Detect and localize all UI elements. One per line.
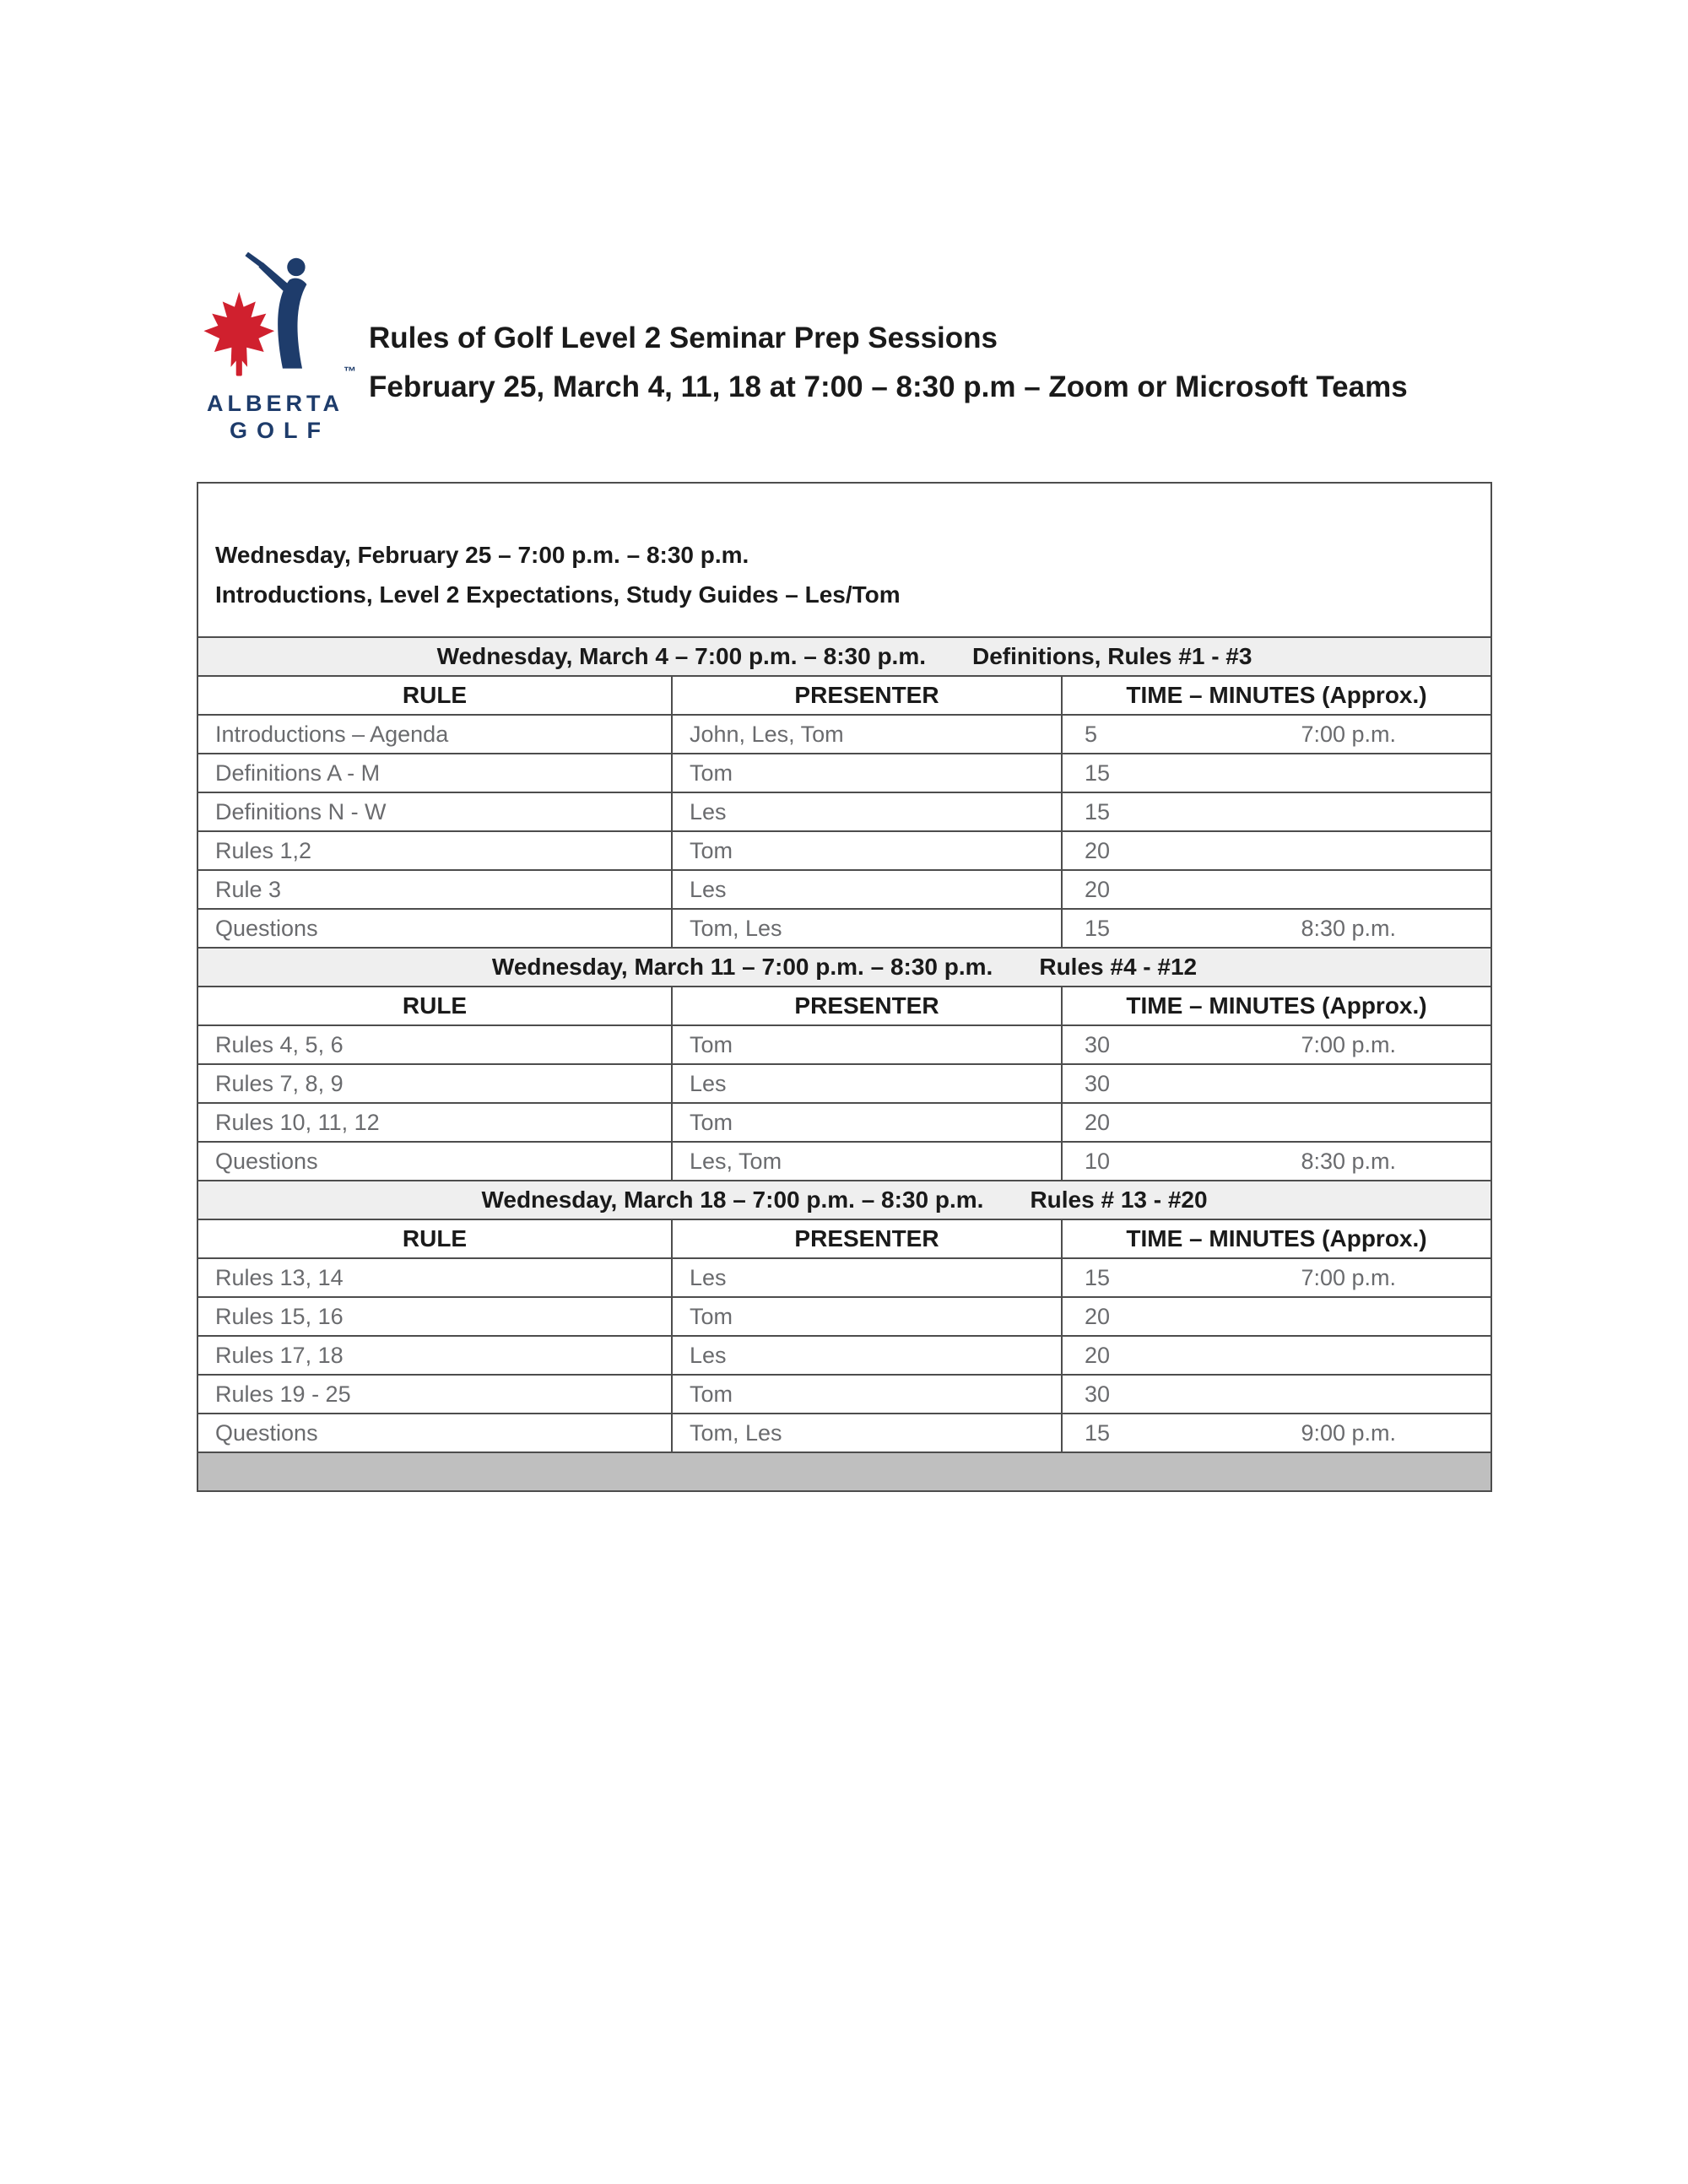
table-row (197, 1336, 1491, 1375)
logo-text-alberta: ALBERTA (207, 391, 344, 416)
column-header-row (197, 1219, 1491, 1258)
presenter-cell: Les (672, 870, 1062, 909)
time-value: 8:30 p.m. (1301, 1148, 1397, 1174)
minutes-value: 20 (1085, 876, 1111, 902)
presenter-cell: Les, Tom (672, 1142, 1062, 1181)
presenter-cell: Les (672, 1336, 1062, 1375)
session-header-row (197, 1181, 1491, 1219)
rule-cell: Rules 13, 14 (197, 1258, 672, 1297)
presenter-cell: Tom (672, 1025, 1062, 1064)
trademark-symbol: ™ (344, 365, 356, 379)
table-row (197, 1258, 1491, 1297)
rule-cell: Definitions N - W (197, 792, 672, 831)
column-header-time: TIME – MINUTES (Approx.) (1062, 987, 1491, 1025)
rule-cell: Questions (197, 1414, 672, 1452)
table-footer-bar (197, 1452, 1491, 1491)
minutes-value: 15 (1085, 798, 1111, 824)
table-row (197, 1414, 1491, 1452)
time-cell (1062, 1375, 1491, 1414)
rule-cell: Questions (197, 909, 672, 948)
time-cell (1062, 1297, 1491, 1336)
column-header-time: TIME – MINUTES (Approx.) (1062, 1219, 1491, 1258)
column-header-presenter: PRESENTER (672, 987, 1062, 1025)
time-cell (1062, 1064, 1491, 1103)
alberta-golf-logo (192, 250, 358, 444)
table-row (197, 1103, 1491, 1142)
session-topic: Definitions, Rules #1 - #3 (972, 643, 1252, 669)
minutes-value: 20 (1085, 837, 1111, 863)
table-row (197, 754, 1491, 792)
rule-cell: Rules 10, 11, 12 (197, 1103, 672, 1142)
time-cell (1062, 1025, 1491, 1064)
session-topic: Rules # 13 - #20 (1030, 1187, 1208, 1213)
table-row (197, 1025, 1491, 1064)
time-cell (1062, 909, 1491, 948)
table-row (197, 1064, 1491, 1103)
table-row (197, 909, 1491, 948)
session-topic: Rules #4 - #12 (1039, 954, 1198, 980)
table-row (197, 792, 1491, 831)
rule-cell: Questions (197, 1142, 672, 1181)
table-row (197, 1375, 1491, 1414)
minutes-value: 15 (1085, 760, 1111, 786)
rule-cell: Rules 19 - 25 (197, 1375, 672, 1414)
presenter-cell: Tom, Les (672, 1414, 1062, 1452)
table-footer-row (197, 1452, 1491, 1491)
minutes-value: 15 (1085, 1264, 1111, 1290)
presenter-cell: John, Les, Tom (672, 715, 1062, 754)
session-header (197, 948, 1491, 987)
intro-block (197, 483, 1491, 637)
time-cell (1062, 1103, 1491, 1142)
minutes-value: 20 (1085, 1109, 1111, 1135)
session-header (197, 637, 1491, 676)
session-header-row (197, 637, 1491, 676)
presenter-cell: Les (672, 1258, 1062, 1297)
presenter-cell: Tom (672, 754, 1062, 792)
minutes-value: 15 (1085, 1419, 1111, 1446)
document-header (369, 314, 1408, 412)
minutes-value: 20 (1085, 1342, 1111, 1368)
minutes-value: 5 (1085, 721, 1098, 747)
session-date: Wednesday, March 4 – 7:00 p.m. – 8:30 p.m. (436, 643, 927, 669)
rule-cell: Rules 4, 5, 6 (197, 1025, 672, 1064)
intro-block-row (197, 483, 1491, 637)
document-subtitle: February 25, March 4, 11, 18 at 7:00 – 8:30 p.m – Zoom or Microsoft Teams (369, 370, 1408, 403)
golfer-icon (245, 252, 306, 369)
minutes-value: 15 (1085, 915, 1111, 941)
time-cell (1062, 831, 1491, 870)
time-value: 8:30 p.m. (1301, 915, 1397, 941)
table-row (197, 715, 1491, 754)
time-cell (1062, 1142, 1491, 1181)
time-cell (1062, 715, 1491, 754)
table-row (197, 831, 1491, 870)
time-cell (1062, 792, 1491, 831)
rule-cell: Rules 7, 8, 9 (197, 1064, 672, 1103)
presenter-cell: Tom, Les (672, 909, 1062, 948)
table-row (197, 1142, 1491, 1181)
column-header-time: TIME – MINUTES (Approx.) (1062, 676, 1491, 715)
presenter-cell: Tom (672, 1375, 1062, 1414)
time-cell (1062, 870, 1491, 909)
minutes-value: 20 (1085, 1303, 1111, 1329)
minutes-value: 30 (1085, 1381, 1111, 1407)
time-cell (1062, 1336, 1491, 1375)
rule-cell: Definitions A - M (197, 754, 672, 792)
session-header-row (197, 948, 1491, 987)
presenter-cell: Tom (672, 1103, 1062, 1142)
minutes-value: 30 (1085, 1031, 1111, 1057)
time-cell (1062, 754, 1491, 792)
logo-text-golf: GOLF (230, 418, 330, 443)
session-header (197, 1181, 1491, 1219)
column-header-presenter: PRESENTER (672, 676, 1062, 715)
time-value: 9:00 p.m. (1301, 1419, 1397, 1446)
table-row (197, 870, 1491, 909)
column-header-presenter: PRESENTER (672, 1219, 1062, 1258)
seminar-schedule-table (197, 482, 1492, 1492)
session-date: Wednesday, March 18 – 7:00 p.m. – 8:30 p.m. (481, 1187, 984, 1213)
presenter-cell: Tom (672, 1297, 1062, 1336)
minutes-value: 10 (1085, 1148, 1111, 1174)
time-cell (1062, 1258, 1491, 1297)
time-cell (1062, 1414, 1491, 1452)
presenter-cell: Tom (672, 831, 1062, 870)
presenter-cell: Les (672, 1064, 1062, 1103)
document-title: Rules of Golf Level 2 Seminar Prep Sessions (369, 322, 998, 354)
time-value: 7:00 p.m. (1301, 1031, 1397, 1057)
rule-cell: Rules 15, 16 (197, 1297, 672, 1336)
column-header-rule: RULE (197, 676, 672, 715)
alberta-golf-logo-icon (200, 250, 350, 387)
column-header-rule: RULE (197, 987, 672, 1025)
time-value: 7:00 p.m. (1301, 1264, 1397, 1290)
rule-cell: Rule 3 (197, 870, 672, 909)
time-value: 7:00 p.m. (1301, 721, 1397, 747)
column-header-rule: RULE (197, 1219, 672, 1258)
minutes-value: 30 (1085, 1070, 1111, 1096)
session-date: Wednesday, March 11 – 7:00 p.m. – 8:30 p.m. (491, 954, 993, 980)
column-header-row (197, 987, 1491, 1025)
presenter-cell: Les (672, 792, 1062, 831)
rule-cell: Introductions – Agenda (197, 715, 672, 754)
rule-cell: Rules 1,2 (197, 831, 672, 870)
rule-cell: Rules 17, 18 (197, 1336, 672, 1375)
intro-line-1: Wednesday, February 25 – 7:00 p.m. – 8:30 p.m. (215, 541, 749, 568)
intro-line-2: Introductions, Level 2 Expectations, Study Guides – Les/Tom (215, 581, 901, 608)
column-header-row (197, 676, 1491, 715)
table-row (197, 1297, 1491, 1336)
maple-leaf-icon (203, 292, 274, 376)
